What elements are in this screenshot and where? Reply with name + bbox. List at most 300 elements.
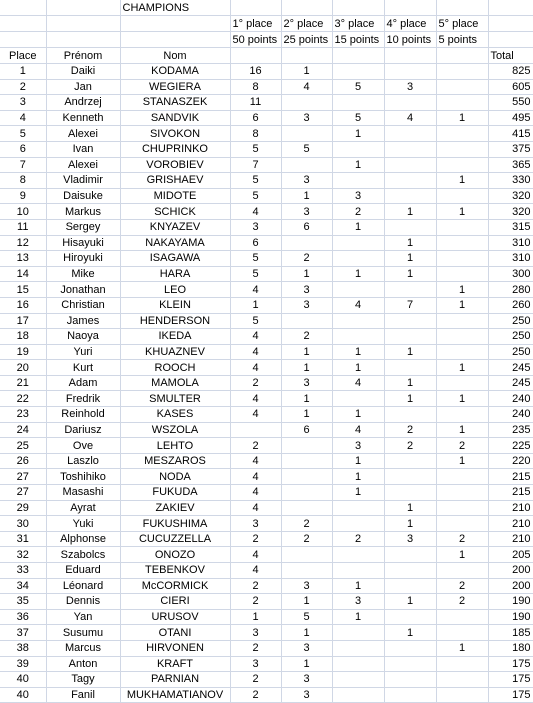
prenom-cell[interactable]: Alexei xyxy=(46,157,120,173)
nom-cell[interactable]: TEBENKOV xyxy=(120,563,230,579)
nom-cell[interactable]: NAKAYAMA xyxy=(120,235,230,251)
fifth-place-cell[interactable] xyxy=(436,672,488,688)
fourth-place-cell[interactable] xyxy=(384,469,436,485)
third-place-cell[interactable]: 1 xyxy=(332,469,384,485)
fourth-place-cell[interactable]: 1 xyxy=(384,594,436,610)
prenom-cell[interactable]: James xyxy=(46,313,120,329)
fifth-place-cell[interactable] xyxy=(436,407,488,423)
fifth-place-cell[interactable] xyxy=(436,95,488,111)
place-cell[interactable]: 14 xyxy=(0,266,46,282)
second-place-cell[interactable]: 2 xyxy=(281,251,332,267)
total-cell[interactable]: 320 xyxy=(488,204,533,220)
fifth-place-cell[interactable]: 1 xyxy=(436,297,488,313)
third-place-cell[interactable]: 3 xyxy=(332,188,384,204)
nom-cell[interactable]: FUKUDA xyxy=(120,485,230,501)
fifth-place-cell[interactable] xyxy=(436,64,488,80)
third-place-cell[interactable]: 1 xyxy=(332,157,384,173)
first-place-cell[interactable]: 16 xyxy=(230,64,281,80)
fifth-place-cell[interactable]: 1 xyxy=(436,640,488,656)
cell[interactable] xyxy=(436,48,488,64)
fifth-place-cell[interactable]: 2 xyxy=(436,438,488,454)
cell[interactable] xyxy=(332,48,384,64)
place-cell[interactable]: 36 xyxy=(0,609,46,625)
fifth-place-cell[interactable] xyxy=(436,687,488,703)
prenom-cell[interactable]: Hiroyuki xyxy=(46,251,120,267)
prenom-cell[interactable]: Reinhold xyxy=(46,407,120,423)
first-place-cell[interactable]: 2 xyxy=(230,687,281,703)
nom-cell[interactable]: HIRVONEN xyxy=(120,640,230,656)
fourth-place-cell[interactable]: 1 xyxy=(384,235,436,251)
total-cell[interactable]: 220 xyxy=(488,453,533,469)
nom-cell[interactable]: MUKHAMATIANOV xyxy=(120,687,230,703)
fifth-place-cell[interactable] xyxy=(436,609,488,625)
cell[interactable] xyxy=(488,16,533,32)
place-cell[interactable]: 37 xyxy=(0,625,46,641)
prenom-cell[interactable]: Markus xyxy=(46,204,120,220)
fifth-place-cell[interactable] xyxy=(436,516,488,532)
fourth-place-cell[interactable] xyxy=(384,95,436,111)
total-cell[interactable]: 210 xyxy=(488,516,533,532)
place-cell[interactable]: 21 xyxy=(0,375,46,391)
second-place-cell[interactable] xyxy=(281,469,332,485)
place-cell[interactable]: 35 xyxy=(0,594,46,610)
fifth-place-cell[interactable]: 1 xyxy=(436,547,488,563)
prenom-cell[interactable]: Alexei xyxy=(46,126,120,142)
fourth-place-cell[interactable]: 1 xyxy=(384,204,436,220)
place-cell[interactable]: 11 xyxy=(0,219,46,235)
place-cell[interactable]: 20 xyxy=(0,360,46,376)
second-place-cell[interactable]: 1 xyxy=(281,360,332,376)
nom-cell[interactable]: McCORMICK xyxy=(120,578,230,594)
nom-cell[interactable]: VOROBIEV xyxy=(120,157,230,173)
nom-cell[interactable]: KHUAZNEV xyxy=(120,344,230,360)
first-place-cell[interactable]: 5 xyxy=(230,173,281,189)
fourth-place-cell[interactable]: 1 xyxy=(384,344,436,360)
place-cell[interactable]: 15 xyxy=(0,282,46,298)
place-cell[interactable]: 40 xyxy=(0,687,46,703)
place-cell[interactable]: 5 xyxy=(0,126,46,142)
header-points-1[interactable]: 50 points xyxy=(230,32,281,48)
cell[interactable] xyxy=(46,16,120,32)
total-cell[interactable]: 280 xyxy=(488,282,533,298)
first-place-cell[interactable]: 4 xyxy=(230,469,281,485)
fourth-place-cell[interactable]: 1 xyxy=(384,516,436,532)
second-place-cell[interactable]: 6 xyxy=(281,422,332,438)
place-cell[interactable]: 34 xyxy=(0,578,46,594)
nom-cell[interactable]: KODAMA xyxy=(120,64,230,80)
fifth-place-cell[interactable] xyxy=(436,329,488,345)
prenom-cell[interactable]: Toshihiko xyxy=(46,469,120,485)
third-place-cell[interactable] xyxy=(332,656,384,672)
place-cell[interactable]: 24 xyxy=(0,422,46,438)
first-place-cell[interactable]: 6 xyxy=(230,110,281,126)
second-place-cell[interactable] xyxy=(281,313,332,329)
fifth-place-cell[interactable] xyxy=(436,344,488,360)
fourth-place-cell[interactable] xyxy=(384,157,436,173)
first-place-cell[interactable]: 5 xyxy=(230,266,281,282)
second-place-cell[interactable]: 1 xyxy=(281,407,332,423)
prenom-cell[interactable]: Dariusz xyxy=(46,422,120,438)
second-place-cell[interactable]: 3 xyxy=(281,640,332,656)
first-place-cell[interactable]: 4 xyxy=(230,329,281,345)
fourth-place-cell[interactable] xyxy=(384,656,436,672)
nom-cell[interactable]: STANASZEK xyxy=(120,95,230,111)
second-place-cell[interactable]: 4 xyxy=(281,79,332,95)
fourth-place-cell[interactable] xyxy=(384,313,436,329)
prenom-cell[interactable]: Andrzej xyxy=(46,95,120,111)
total-cell[interactable]: 605 xyxy=(488,79,533,95)
second-place-cell[interactable]: 1 xyxy=(281,64,332,80)
fifth-place-cell[interactable] xyxy=(436,563,488,579)
fifth-place-cell[interactable] xyxy=(436,656,488,672)
nom-cell[interactable]: ZAKIEV xyxy=(120,500,230,516)
prenom-cell[interactable]: Yuki xyxy=(46,516,120,532)
prenom-cell[interactable]: Ivan xyxy=(46,141,120,157)
first-place-cell[interactable]: 4 xyxy=(230,453,281,469)
first-place-cell[interactable]: 4 xyxy=(230,282,281,298)
third-place-cell[interactable]: 2 xyxy=(332,204,384,220)
fourth-place-cell[interactable]: 1 xyxy=(384,375,436,391)
place-cell[interactable]: 7 xyxy=(0,157,46,173)
fourth-place-cell[interactable]: 1 xyxy=(384,391,436,407)
prenom-cell[interactable]: Naoya xyxy=(46,329,120,345)
second-place-cell[interactable]: 3 xyxy=(281,672,332,688)
cell[interactable] xyxy=(488,0,533,16)
header-points-3[interactable]: 15 points xyxy=(332,32,384,48)
third-place-cell[interactable] xyxy=(332,625,384,641)
prenom-cell[interactable]: Dennis xyxy=(46,594,120,610)
header-total[interactable]: Total xyxy=(488,48,533,64)
second-place-cell[interactable]: 1 xyxy=(281,594,332,610)
third-place-cell[interactable] xyxy=(332,251,384,267)
fifth-place-cell[interactable] xyxy=(436,219,488,235)
prenom-cell[interactable]: Daisuke xyxy=(46,188,120,204)
first-place-cell[interactable]: 4 xyxy=(230,500,281,516)
nom-cell[interactable]: PARNIAN xyxy=(120,672,230,688)
fourth-place-cell[interactable] xyxy=(384,640,436,656)
first-place-cell[interactable]: 6 xyxy=(230,235,281,251)
prenom-cell[interactable]: Jan xyxy=(46,79,120,95)
fourth-place-cell[interactable] xyxy=(384,64,436,80)
nom-cell[interactable]: KLEIN xyxy=(120,297,230,313)
second-place-cell[interactable]: 5 xyxy=(281,609,332,625)
fifth-place-cell[interactable]: 1 xyxy=(436,110,488,126)
third-place-cell[interactable]: 1 xyxy=(332,485,384,501)
place-cell[interactable]: 9 xyxy=(0,188,46,204)
nom-cell[interactable]: SMULTER xyxy=(120,391,230,407)
place-cell[interactable]: 2 xyxy=(0,79,46,95)
total-cell[interactable]: 185 xyxy=(488,625,533,641)
total-cell[interactable]: 415 xyxy=(488,126,533,142)
cell[interactable] xyxy=(0,0,46,16)
second-place-cell[interactable]: 6 xyxy=(281,219,332,235)
third-place-cell[interactable] xyxy=(332,329,384,345)
prenom-cell[interactable]: Jonathan xyxy=(46,282,120,298)
place-cell[interactable]: 26 xyxy=(0,453,46,469)
third-place-cell[interactable] xyxy=(332,173,384,189)
third-place-cell[interactable] xyxy=(332,282,384,298)
fourth-place-cell[interactable]: 1 xyxy=(384,500,436,516)
fourth-place-cell[interactable] xyxy=(384,563,436,579)
fifth-place-cell[interactable] xyxy=(436,79,488,95)
prenom-cell[interactable]: Alphonse xyxy=(46,531,120,547)
fifth-place-cell[interactable]: 2 xyxy=(436,594,488,610)
total-cell[interactable]: 200 xyxy=(488,578,533,594)
nom-cell[interactable]: MAMOLA xyxy=(120,375,230,391)
fifth-place-cell[interactable] xyxy=(436,188,488,204)
nom-cell[interactable]: CUCUZZELLA xyxy=(120,531,230,547)
third-place-cell[interactable]: 5 xyxy=(332,79,384,95)
second-place-cell[interactable]: 1 xyxy=(281,344,332,360)
second-place-cell[interactable] xyxy=(281,500,332,516)
first-place-cell[interactable]: 4 xyxy=(230,407,281,423)
place-cell[interactable]: 3 xyxy=(0,95,46,111)
fifth-place-cell[interactable]: 2 xyxy=(436,531,488,547)
third-place-cell[interactable]: 5 xyxy=(332,110,384,126)
fifth-place-cell[interactable] xyxy=(436,141,488,157)
second-place-cell[interactable] xyxy=(281,157,332,173)
nom-cell[interactable]: KRAFT xyxy=(120,656,230,672)
total-cell[interactable]: 245 xyxy=(488,360,533,376)
third-place-cell[interactable]: 1 xyxy=(332,453,384,469)
fifth-place-cell[interactable] xyxy=(436,251,488,267)
fifth-place-cell[interactable] xyxy=(436,126,488,142)
place-cell[interactable]: 38 xyxy=(0,640,46,656)
second-place-cell[interactable] xyxy=(281,453,332,469)
cell[interactable] xyxy=(120,32,230,48)
total-cell[interactable]: 190 xyxy=(488,594,533,610)
fourth-place-cell[interactable] xyxy=(384,547,436,563)
total-cell[interactable]: 240 xyxy=(488,391,533,407)
place-cell[interactable]: 25 xyxy=(0,438,46,454)
total-cell[interactable]: 240 xyxy=(488,407,533,423)
fourth-place-cell[interactable]: 7 xyxy=(384,297,436,313)
total-cell[interactable]: 250 xyxy=(488,344,533,360)
first-place-cell[interactable]: 4 xyxy=(230,344,281,360)
fourth-place-cell[interactable] xyxy=(384,360,436,376)
third-place-cell[interactable]: 4 xyxy=(332,422,384,438)
total-cell[interactable]: 330 xyxy=(488,173,533,189)
nom-cell[interactable]: ONOZO xyxy=(120,547,230,563)
header-prenom[interactable]: Prénom xyxy=(46,48,120,64)
fourth-place-cell[interactable] xyxy=(384,219,436,235)
fourth-place-cell[interactable]: 3 xyxy=(384,79,436,95)
fourth-place-cell[interactable] xyxy=(384,188,436,204)
third-place-cell[interactable]: 3 xyxy=(332,594,384,610)
prenom-cell[interactable]: Masashi xyxy=(46,485,120,501)
place-cell[interactable]: 30 xyxy=(0,516,46,532)
fifth-place-cell[interactable] xyxy=(436,157,488,173)
first-place-cell[interactable]: 3 xyxy=(230,516,281,532)
second-place-cell[interactable]: 1 xyxy=(281,656,332,672)
fourth-place-cell[interactable] xyxy=(384,687,436,703)
cell[interactable] xyxy=(230,0,281,16)
prenom-cell[interactable]: Yan xyxy=(46,609,120,625)
first-place-cell[interactable]: 2 xyxy=(230,594,281,610)
fifth-place-cell[interactable]: 1 xyxy=(436,391,488,407)
third-place-cell[interactable] xyxy=(332,64,384,80)
place-cell[interactable]: 27 xyxy=(0,485,46,501)
first-place-cell[interactable]: 4 xyxy=(230,391,281,407)
nom-cell[interactable]: WSZOLA xyxy=(120,422,230,438)
prenom-cell[interactable]: Daiki xyxy=(46,64,120,80)
place-cell[interactable]: 39 xyxy=(0,656,46,672)
first-place-cell[interactable]: 3 xyxy=(230,625,281,641)
header-place-5[interactable]: 5° place xyxy=(436,16,488,32)
third-place-cell[interactable]: 1 xyxy=(332,344,384,360)
total-cell[interactable]: 215 xyxy=(488,469,533,485)
prenom-cell[interactable]: Fanil xyxy=(46,687,120,703)
prenom-cell[interactable]: Léonard xyxy=(46,578,120,594)
total-cell[interactable]: 365 xyxy=(488,157,533,173)
second-place-cell[interactable]: 1 xyxy=(281,188,332,204)
third-place-cell[interactable]: 1 xyxy=(332,219,384,235)
prenom-cell[interactable]: Szabolcs xyxy=(46,547,120,563)
total-cell[interactable]: 310 xyxy=(488,235,533,251)
fifth-place-cell[interactable]: 1 xyxy=(436,282,488,298)
fourth-place-cell[interactable] xyxy=(384,141,436,157)
fourth-place-cell[interactable]: 1 xyxy=(384,266,436,282)
nom-cell[interactable]: ISAGAWA xyxy=(120,251,230,267)
prenom-cell[interactable]: Eduard xyxy=(46,563,120,579)
total-cell[interactable]: 215 xyxy=(488,485,533,501)
prenom-cell[interactable]: Laszlo xyxy=(46,453,120,469)
third-place-cell[interactable]: 3 xyxy=(332,438,384,454)
third-place-cell[interactable] xyxy=(332,235,384,251)
second-place-cell[interactable]: 2 xyxy=(281,516,332,532)
fifth-place-cell[interactable]: 1 xyxy=(436,204,488,220)
third-place-cell[interactable]: 1 xyxy=(332,407,384,423)
fifth-place-cell[interactable] xyxy=(436,375,488,391)
first-place-cell[interactable]: 5 xyxy=(230,188,281,204)
nom-cell[interactable]: HARA xyxy=(120,266,230,282)
total-cell[interactable]: 300 xyxy=(488,266,533,282)
fourth-place-cell[interactable] xyxy=(384,329,436,345)
total-cell[interactable]: 175 xyxy=(488,656,533,672)
total-cell[interactable]: 200 xyxy=(488,563,533,579)
second-place-cell[interactable]: 1 xyxy=(281,625,332,641)
total-cell[interactable]: 235 xyxy=(488,422,533,438)
third-place-cell[interactable]: 1 xyxy=(332,266,384,282)
prenom-cell[interactable]: Sergey xyxy=(46,219,120,235)
place-cell[interactable]: 12 xyxy=(0,235,46,251)
header-points-2[interactable]: 25 points xyxy=(281,32,332,48)
total-cell[interactable]: 225 xyxy=(488,438,533,454)
place-cell[interactable]: 27 xyxy=(0,469,46,485)
second-place-cell[interactable]: 2 xyxy=(281,329,332,345)
total-cell[interactable]: 320 xyxy=(488,188,533,204)
prenom-cell[interactable]: Marcus xyxy=(46,640,120,656)
cell[interactable] xyxy=(384,0,436,16)
first-place-cell[interactable]: 5 xyxy=(230,251,281,267)
first-place-cell[interactable]: 11 xyxy=(230,95,281,111)
prenom-cell[interactable]: Vladimir xyxy=(46,173,120,189)
third-place-cell[interactable] xyxy=(332,313,384,329)
nom-cell[interactable]: ROOCH xyxy=(120,360,230,376)
total-cell[interactable]: 315 xyxy=(488,219,533,235)
place-cell[interactable]: 23 xyxy=(0,407,46,423)
first-place-cell[interactable]: 5 xyxy=(230,313,281,329)
total-cell[interactable]: 245 xyxy=(488,375,533,391)
prenom-cell[interactable]: Ayrat xyxy=(46,500,120,516)
place-cell[interactable]: 22 xyxy=(0,391,46,407)
first-place-cell[interactable]: 4 xyxy=(230,547,281,563)
third-place-cell[interactable]: 4 xyxy=(332,375,384,391)
nom-cell[interactable]: MESZAROS xyxy=(120,453,230,469)
first-place-cell[interactable]: 2 xyxy=(230,640,281,656)
fifth-place-cell[interactable] xyxy=(436,625,488,641)
place-cell[interactable]: 17 xyxy=(0,313,46,329)
third-place-cell[interactable]: 1 xyxy=(332,360,384,376)
second-place-cell[interactable]: 5 xyxy=(281,141,332,157)
fourth-place-cell[interactable] xyxy=(384,453,436,469)
fourth-place-cell[interactable] xyxy=(384,485,436,501)
cell[interactable] xyxy=(46,0,120,16)
place-cell[interactable]: 29 xyxy=(0,500,46,516)
place-cell[interactable]: 18 xyxy=(0,329,46,345)
third-place-cell[interactable] xyxy=(332,500,384,516)
total-cell[interactable]: 375 xyxy=(488,141,533,157)
total-cell[interactable]: 495 xyxy=(488,110,533,126)
third-place-cell[interactable] xyxy=(332,640,384,656)
first-place-cell[interactable]: 7 xyxy=(230,157,281,173)
header-place-1[interactable]: 1° place xyxy=(230,16,281,32)
third-place-cell[interactable] xyxy=(332,672,384,688)
second-place-cell[interactable] xyxy=(281,485,332,501)
total-cell[interactable]: 310 xyxy=(488,251,533,267)
fourth-place-cell[interactable]: 2 xyxy=(384,422,436,438)
third-place-cell[interactable] xyxy=(332,547,384,563)
second-place-cell[interactable]: 3 xyxy=(281,110,332,126)
place-cell[interactable]: 16 xyxy=(0,297,46,313)
nom-cell[interactable]: URUSOV xyxy=(120,609,230,625)
header-nom[interactable]: Nom xyxy=(120,48,230,64)
place-cell[interactable]: 6 xyxy=(0,141,46,157)
prenom-cell[interactable]: Susumu xyxy=(46,625,120,641)
total-cell[interactable]: 175 xyxy=(488,672,533,688)
total-cell[interactable]: 180 xyxy=(488,640,533,656)
fifth-place-cell[interactable]: 2 xyxy=(436,578,488,594)
header-place[interactable]: Place xyxy=(0,48,46,64)
third-place-cell[interactable]: 2 xyxy=(332,531,384,547)
first-place-cell[interactable]: 3 xyxy=(230,219,281,235)
total-cell[interactable]: 205 xyxy=(488,547,533,563)
third-place-cell[interactable] xyxy=(332,687,384,703)
second-place-cell[interactable]: 3 xyxy=(281,204,332,220)
total-cell[interactable]: 210 xyxy=(488,531,533,547)
place-cell[interactable]: 40 xyxy=(0,672,46,688)
cell[interactable] xyxy=(332,0,384,16)
second-place-cell[interactable]: 2 xyxy=(281,531,332,547)
nom-cell[interactable]: HENDERSON xyxy=(120,313,230,329)
third-place-cell[interactable] xyxy=(332,95,384,111)
first-place-cell[interactable]: 2 xyxy=(230,375,281,391)
first-place-cell[interactable]: 4 xyxy=(230,360,281,376)
place-cell[interactable]: 8 xyxy=(0,173,46,189)
cell[interactable] xyxy=(281,48,332,64)
cell[interactable] xyxy=(281,0,332,16)
cell[interactable] xyxy=(46,32,120,48)
fifth-place-cell[interactable] xyxy=(436,469,488,485)
cell[interactable] xyxy=(230,48,281,64)
first-place-cell[interactable]: 1 xyxy=(230,297,281,313)
nom-cell[interactable]: NODA xyxy=(120,469,230,485)
total-cell[interactable]: 250 xyxy=(488,329,533,345)
prenom-cell[interactable]: Kurt xyxy=(46,360,120,376)
third-place-cell[interactable] xyxy=(332,516,384,532)
header-points-5[interactable]: 5 points xyxy=(436,32,488,48)
first-place-cell[interactable]: 2 xyxy=(230,578,281,594)
